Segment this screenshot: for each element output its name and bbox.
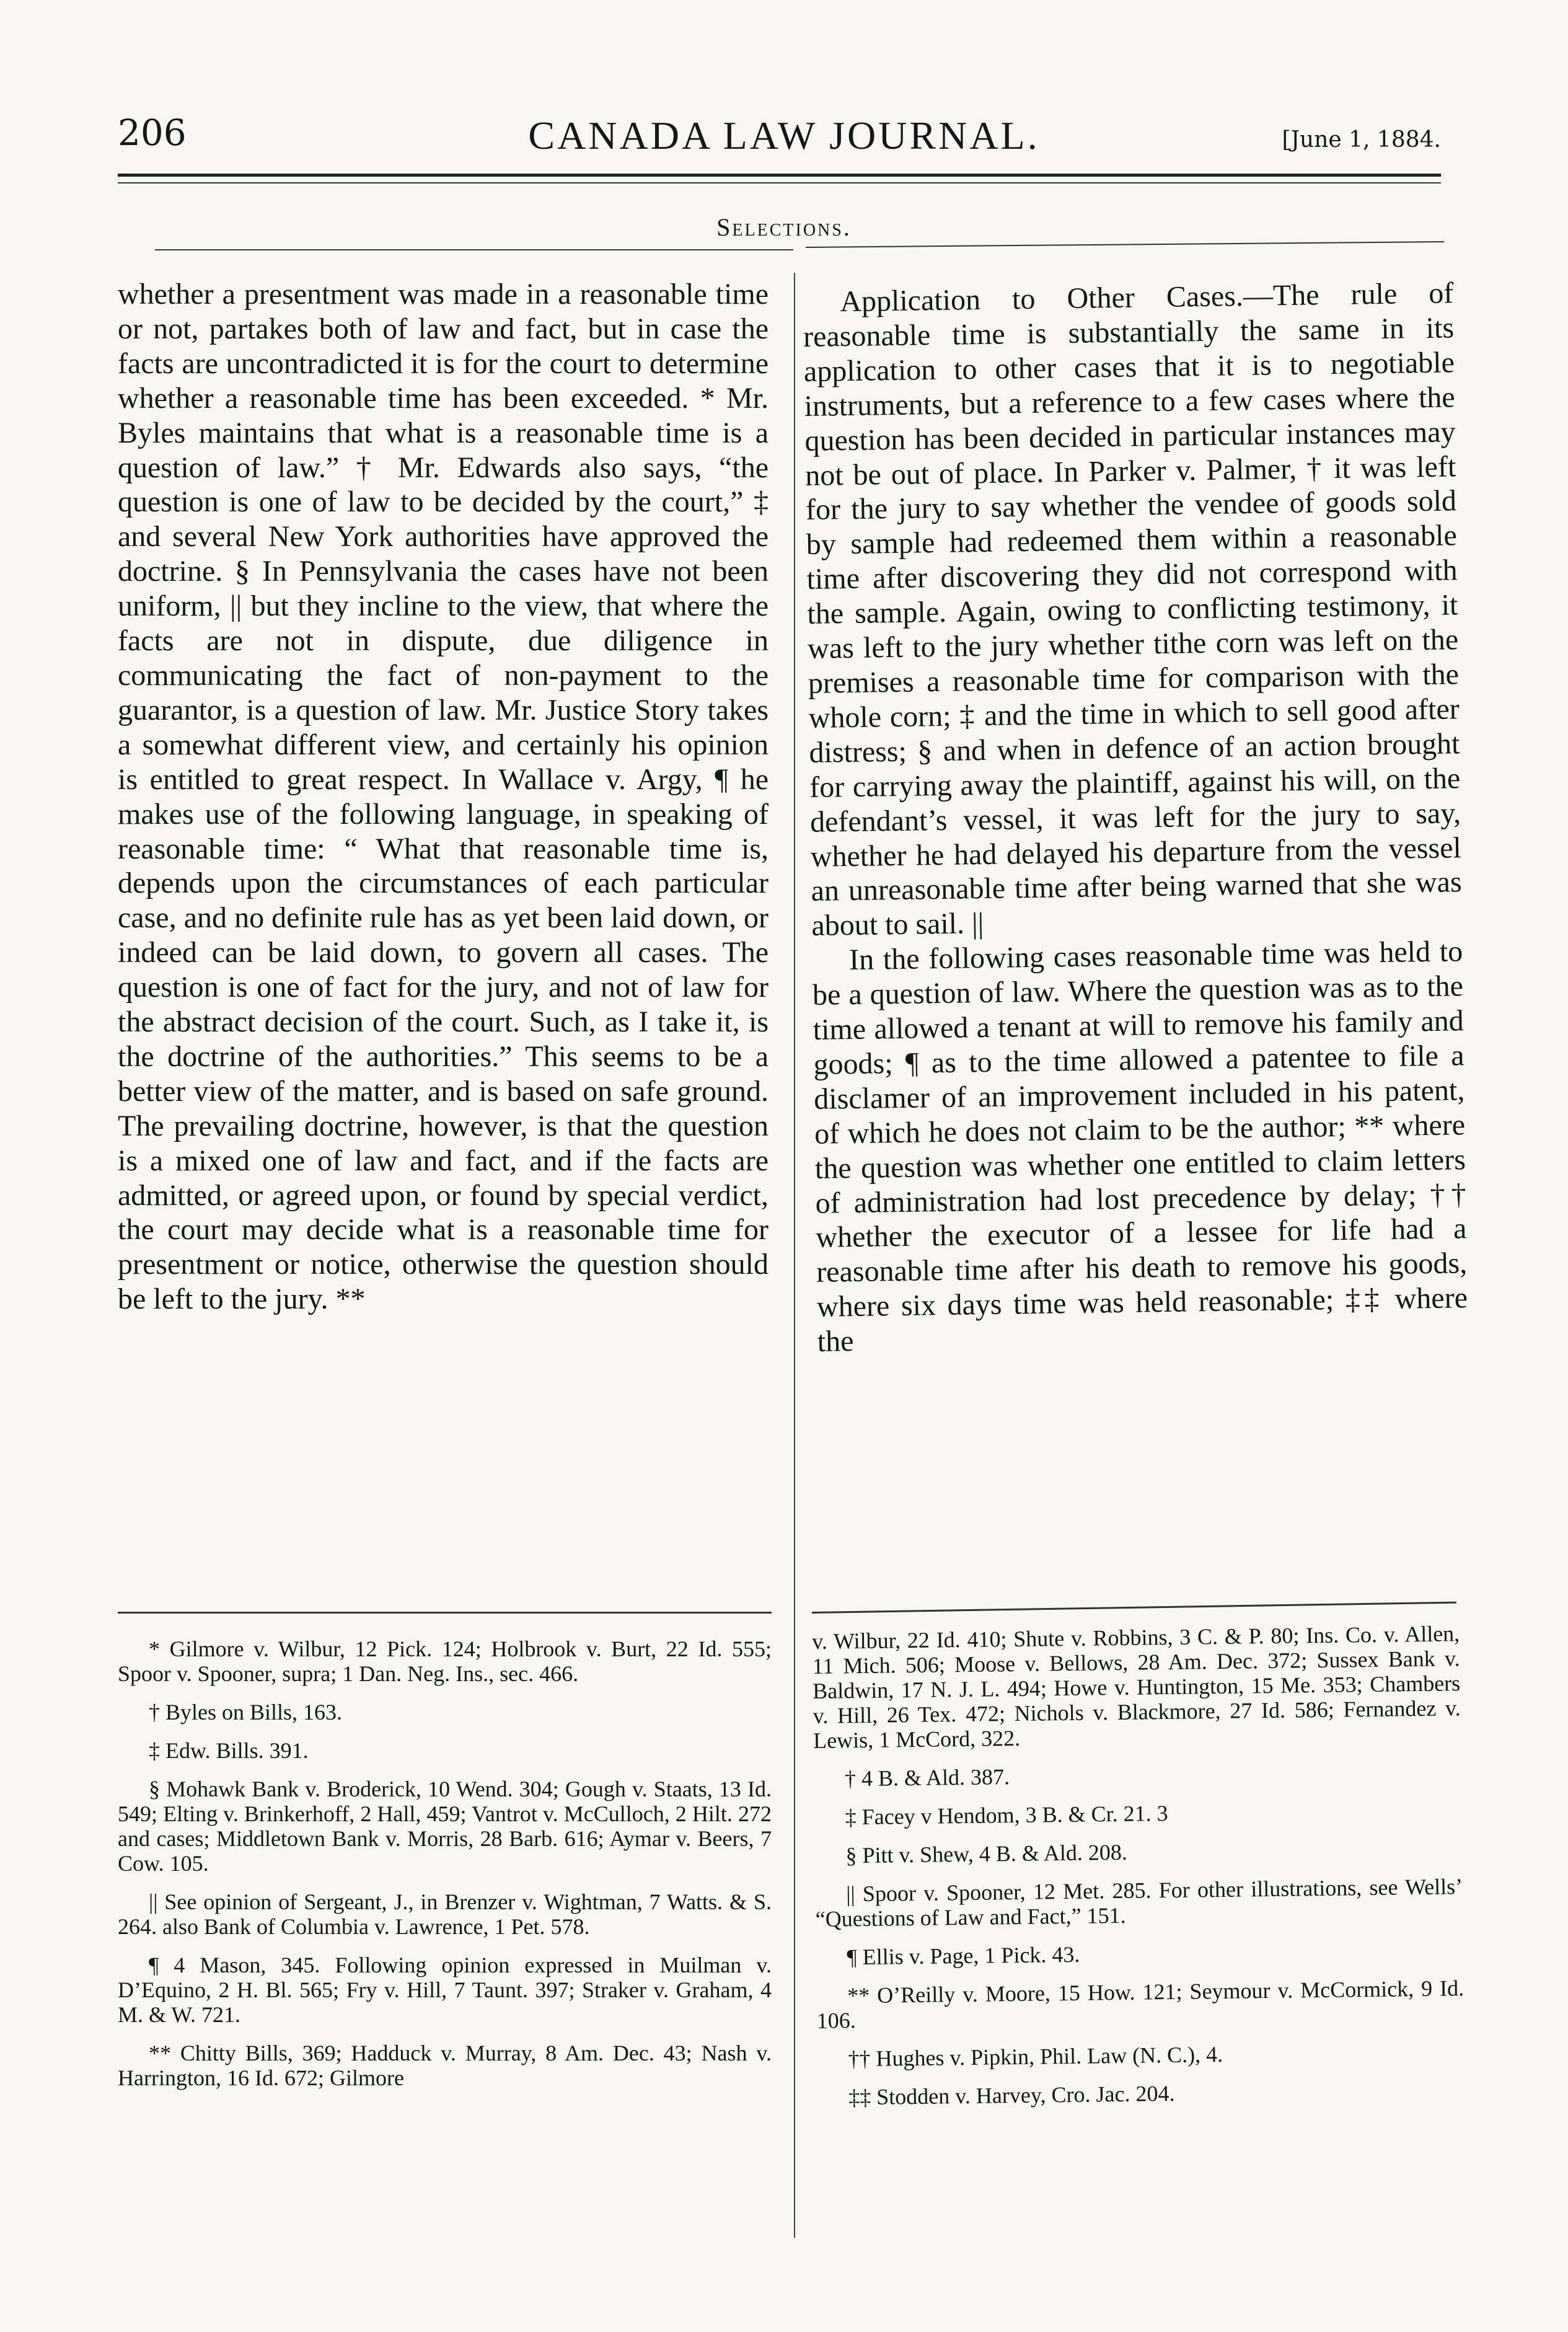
footnote-stodden: ‡‡ Stodden v. Harvey, Cro. Jac. 204. <box>848 2080 1175 2110</box>
footnote-rule-left <box>118 1612 772 1614</box>
section-title: Selections. <box>716 213 852 241</box>
right-paragraph-1: Application to Other Cases.—The rule of reasonable time is substantially the same in its application to other cases that it is to negotiable instruments, but a reference to a few cases where the question has been decided in particular instances may not be out of place. In Parker v. Palmer, † it was left for the jury to say whether the vendee of goods sold by sample had redeemed them within a reasonable time after discovering they did not correspond with the sample. Again, owing to conflicting testimony, it was left to the jury whether tithe corn was left on the premises a reasonable time for comparison with the whole corn; ‡ and the time in which to sell good after distress; § and when in defence of an action brought for carrying away the plaintiff, against his will, on the defendant’s vessel, it was left for the jury to say, whether he had delayed his departure from the vessel an unreasonable time after being warned that she was about to sail. || <box>803 276 1462 943</box>
footnote-sergeant: || See opinion of Sergeant, J., in Brenzer v. Wightman, 7 Watts. & S. 264. also Bank of Columbia v. Lawrence, 1 Pet. 578. <box>118 1889 772 1939</box>
footnote-edw: ‡ Edw. Bills. 391. <box>149 1738 309 1763</box>
page-number: 206 <box>118 112 187 154</box>
footnote-hughes: †† Hughes v. Pipkin, Phil. Law (N. C.), 4. <box>848 2041 1223 2072</box>
right-paragraph-2: In the following cases reasonable time was held to be a question of law. Where the question was as to the time allowed a tenant at will to remove his family and goods; ¶ as to the time allowed a patentee to file a disclamer of an improvement included in his patent, of which he does not claim to be the author; ** where the question was whether one entitled to claim letters of administration had lost precedence by delay; †† whether the executor of a lessee for life had a reasonable time after his death to remove his goods, where six days time was held reasonable; ‡‡ where the <box>812 935 1468 1359</box>
left-column <box>118 277 769 1317</box>
footnote-oreilly: ** O’Reilly v. Moore, 15 How. 121; Seymour v. McCormick, 9 Id. 106. <box>816 1976 1464 2033</box>
left-paragraph-1: whether a presentment was made in a reasonable time or not, partakes both of law and fact, but in case the facts are uncontradicted it is for the court to determine whether a reasonable time has been exceeded. * Mr. Byles maintains that what is a reasonable time is a question of law.” † Mr. Edwards also says, “the question is one of law to be decided by the court,” ‡ and several New York authorities have approved the doctrine. § In Pennsylvania the cases have not been uniform, || but they incline to the view, that where the facts are not in dispute, due diligence in communicating the fact of non-payment to the guarantor, is a question of law. Mr. Justice Story takes a somewhat different view, and certainly his opinion is entitled to great respect. In Wallace v. Argy, ¶ he makes use of the following language, in speaking of reasonable time: “ What that reasonable time is, depends upon the circumstances of each particular case, and no definite rule has as yet been laid down, or indeed can be laid down, to govern all cases. The question is one of fact for the jury, and not of law for the abstract decision of the court. Such, as I take it, is the doctrine of the authorities.” This seems to be a better view of the matter, and is based on safe ground. The prevailing doctrine, however, is that the question is a mixed one of law and fact, and if the facts are admitted, or agreed upon, or found by special verdict, the court may decide what is a reasonable time for presentment or notice, otherwise the question should be left to the jury. ** <box>118 278 769 1316</box>
footnote-chitty: ** Chitty Bills, 369; Hadduck v. Murray, 8 Am. Dec. 43; Nash v. Harrington, 16 Id. 672; Gilmore <box>118 2041 772 2090</box>
header-rule-thick <box>118 174 1441 177</box>
footnotes-right <box>812 1621 1466 2124</box>
footnote-rule-right <box>812 1602 1456 1614</box>
section-rule-right <box>806 241 1444 248</box>
footnote-mason: ¶ 4 Mason, 345. Following opinion expressed in Muilman v. D’Equino, 2 H. Bl. 565; Fry v. Hill, 7 Taunt. 397; Straker v. Graham, 4 M. & W. 721. <box>118 1953 772 2027</box>
footnote-mohawk: § Mohawk Bank v. Broderick, 10 Wend. 304; Gough v. Staats, 13 Id. 549; Elting v. Brinkerhoff, 2 Hall, 459; Vantrot v. McCulloch, 2 Hilt. 272 and cases; Middletown Bank v. Morris, 28 Barb. 616; Aymar v. Beers, 7 Cow. 105. <box>118 1777 772 1876</box>
column-divider <box>794 273 795 2238</box>
footnote-ellis: ¶ Ellis v. Page, 1 Pick. 43. <box>847 1941 1080 1970</box>
section-rule-left <box>155 249 793 250</box>
footnotes-left <box>118 1636 772 2104</box>
footnote-facey: ‡ Facey v Hendom, 3 B. & Cr. 21. 3 <box>845 1801 1168 1830</box>
footnote-pitt: § Pitt v. Shew, 4 B. & Ald. 208. <box>845 1839 1128 1868</box>
journal-title: CANADA LAW JOURNAL. <box>528 113 1040 157</box>
issue-date: [June 1, 1884. <box>1282 127 1441 152</box>
footnote-spoor: || Spoor v. Spooner, 12 Met. 285. For other illustrations, see Wells’ “Questions of Law and Fact,” 151. <box>815 1874 1463 1932</box>
footnote-wilbur-cont: v. Wilbur, 22 Id. 410; Shute v. Robbins, 3 C. & P. 80; Ins. Co. v. Allen, 11 Mich. 506; Moose v. Bellows, 28 Am. Dec. 372; Sussex Bank v. Baldwin, 17 N. J. L. 494; Howe v. Huntington, 15 Me. 353; Chambers v. Hill, 26 Tex. 472; Nichols v. Blackmore, 27 Id. 586; Fernandez v. Lewis, 1 McCord, 322. <box>812 1621 1461 1753</box>
footnote-gilmore: * Gilmore v. Wilbur, 12 Pick. 124; Holbrook v. Burt, 22 Id. 555; Spoor v. Spooner, supra; 1 Dan. Neg. Ins., sec. 466. <box>118 1636 772 1686</box>
footnote-ald-387: † 4 B. & Ald. 387. <box>844 1764 1010 1791</box>
footnote-byles: † Byles on Bills, 163. <box>149 1700 343 1725</box>
header-rule-thin <box>118 182 1441 183</box>
right-column <box>803 276 1468 1359</box>
